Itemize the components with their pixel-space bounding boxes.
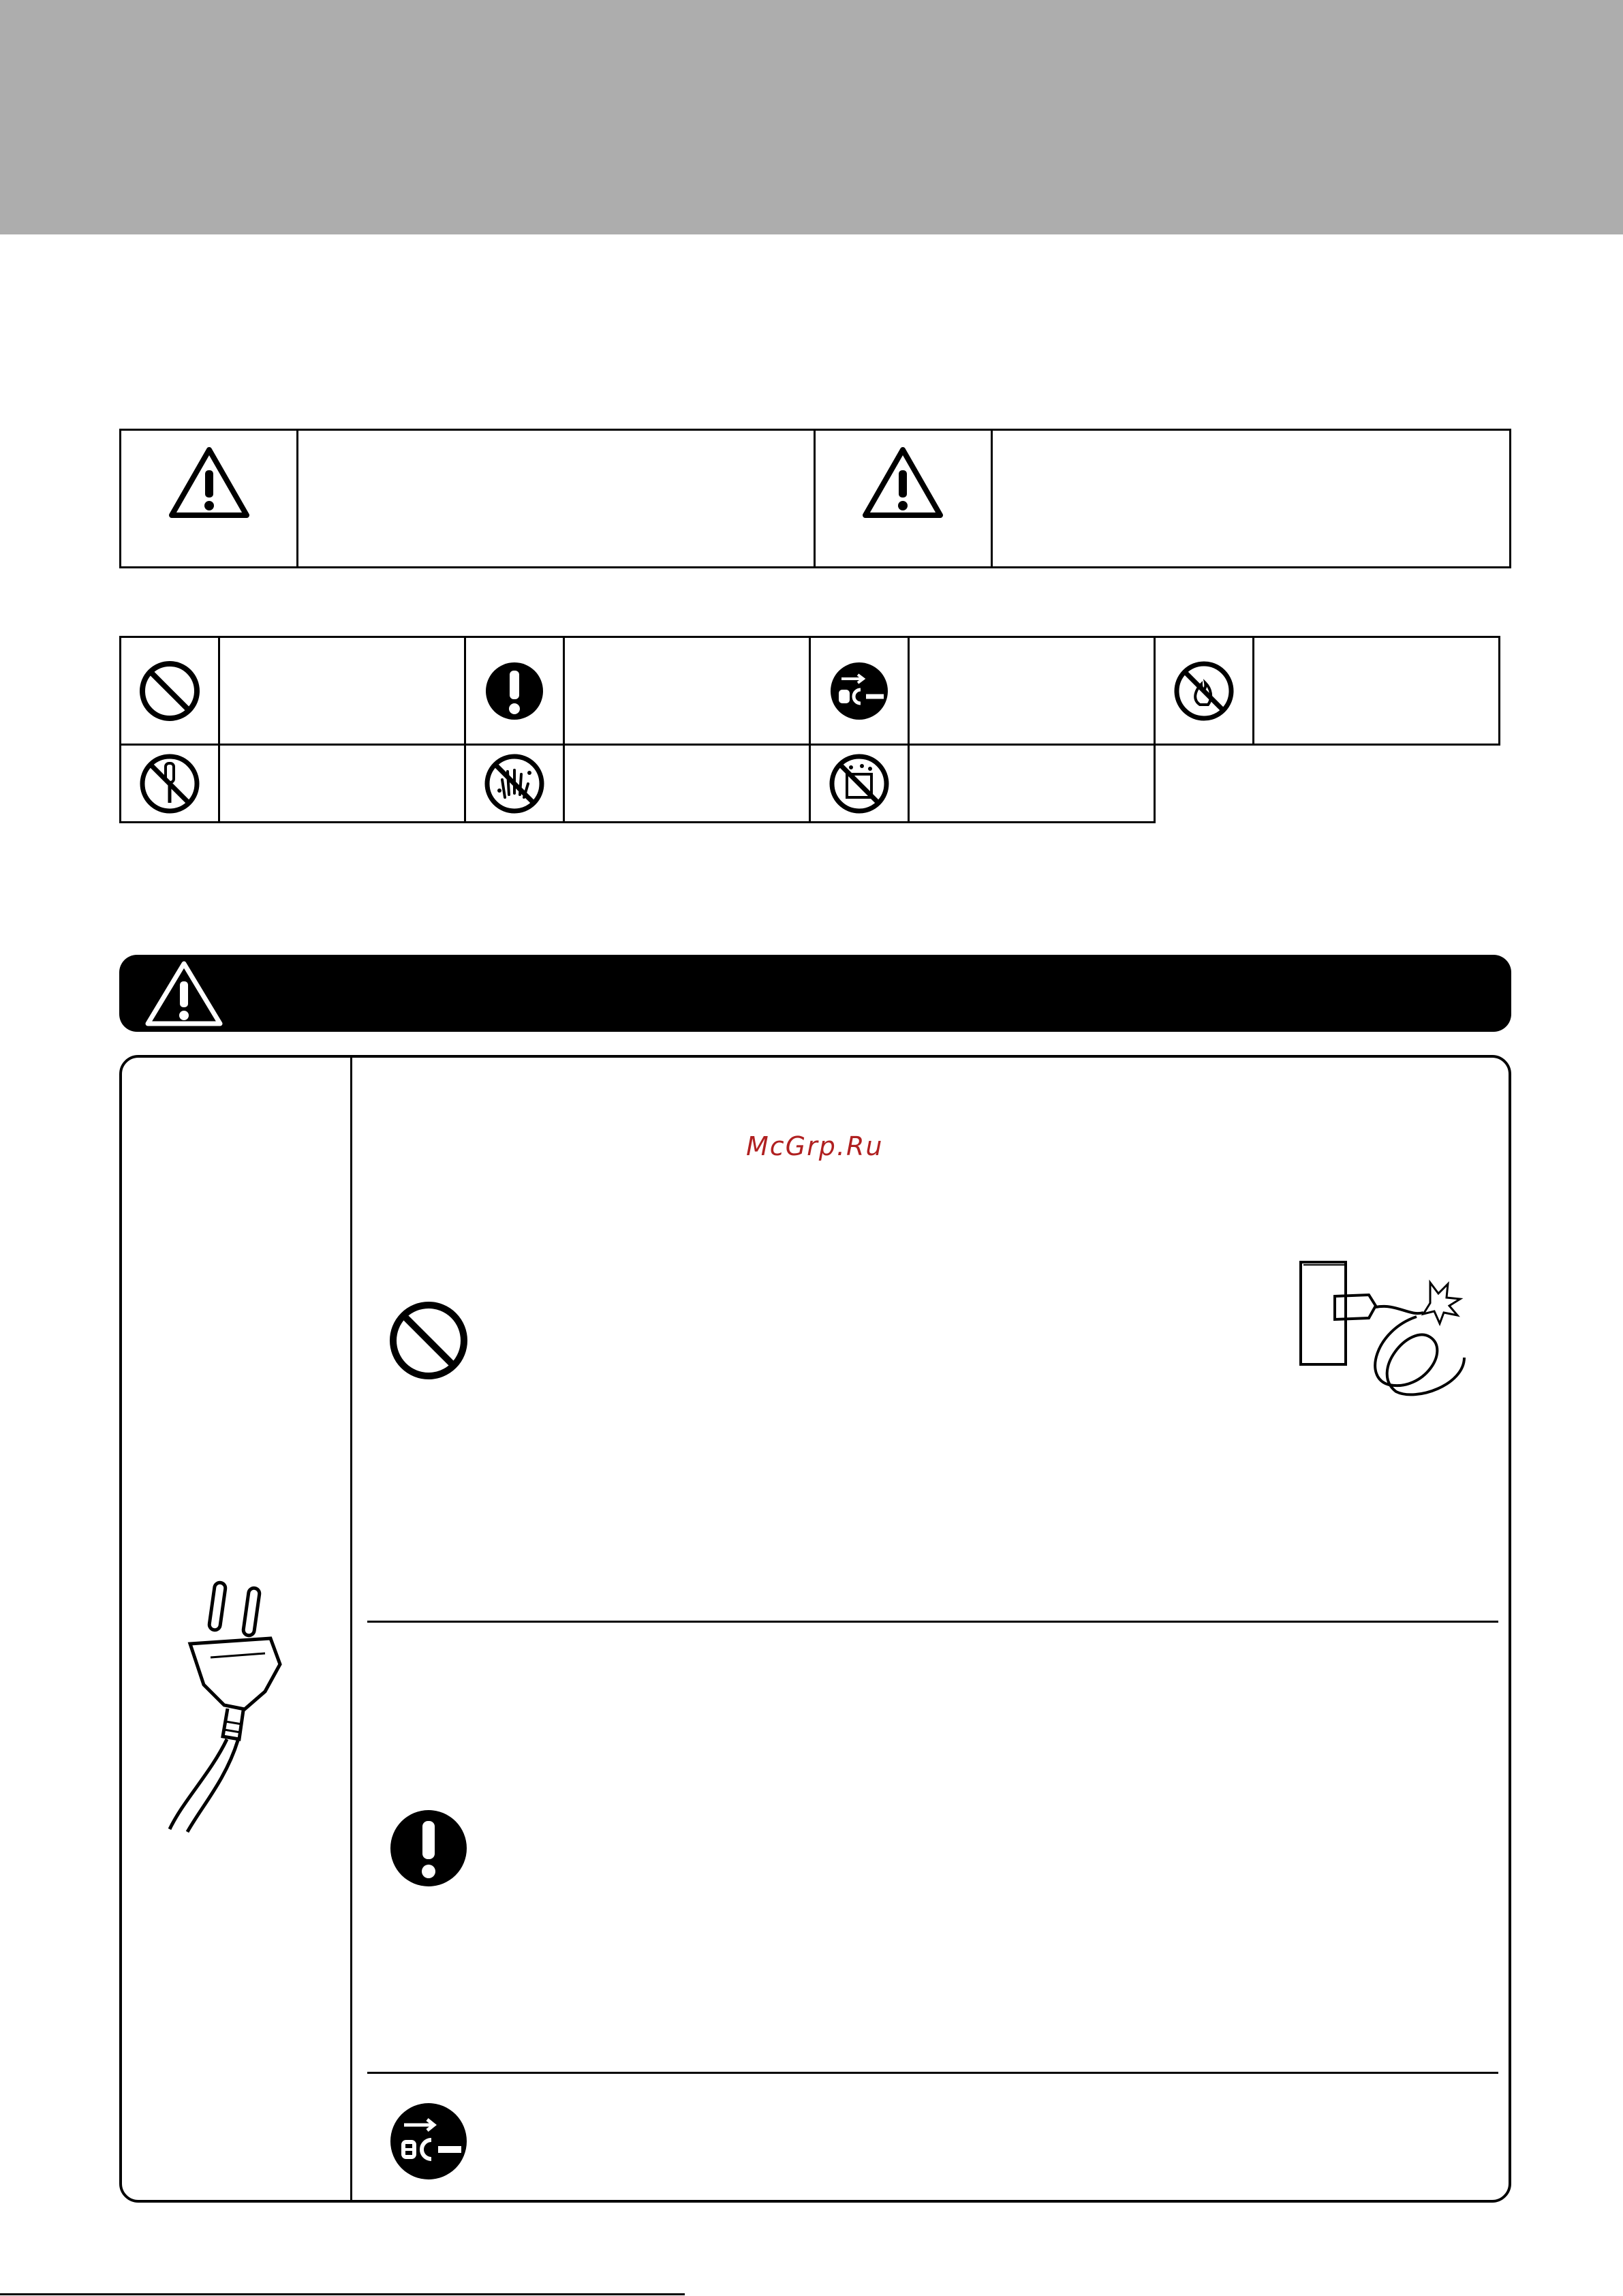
legend-symbol: [809, 744, 910, 823]
legend-symbol: [464, 636, 565, 746]
unplug-icon: [388, 2100, 469, 2182]
damaged-cord-illustration: [1294, 1255, 1478, 1405]
legend-text: [908, 744, 1156, 823]
header-band: [0, 0, 1623, 234]
warning-triangle-icon: [144, 960, 224, 1028]
caution-icon-cell: [816, 431, 993, 566]
footer-rule: [0, 2293, 685, 2295]
unplug-icon: [828, 660, 891, 722]
power-plug-section: [119, 1055, 1511, 2203]
prohibited-icon: [388, 1300, 469, 1381]
caution-definition-text: [993, 431, 1509, 566]
section-divider: [367, 2072, 1498, 2074]
watermark: McGrp.Ru: [746, 1131, 884, 1161]
power-plug-icon: [163, 1576, 299, 1835]
legend-symbol: [119, 744, 220, 823]
warning-icon-cell: [121, 431, 298, 566]
exclamation-icon: [483, 660, 546, 722]
section-divider: [367, 1621, 1498, 1623]
no-fire-icon: [1173, 660, 1235, 722]
legend-row: [119, 636, 1511, 744]
legend-text: [1252, 636, 1500, 746]
legend-symbol: [809, 636, 910, 746]
legend-text: [908, 636, 1156, 746]
legend-text: [218, 744, 466, 823]
legend-symbol: [464, 744, 565, 823]
warning-triangle-icon: [168, 446, 251, 519]
warning-triangle-icon: [861, 446, 944, 519]
exclamation-icon: [388, 1807, 469, 1889]
symbol-legend: [119, 636, 1511, 821]
warning-banner: [119, 955, 1511, 1032]
warning-definition-text: [298, 431, 815, 566]
legend-symbol: [119, 636, 220, 746]
prohibited-icon: [138, 660, 201, 722]
no-wet-hands-icon: [483, 752, 546, 815]
legend-symbol: [1154, 636, 1254, 746]
legend-text: [218, 636, 466, 746]
section-left-column: [122, 1058, 352, 2200]
legend-text: [563, 744, 811, 823]
legend-text: [563, 636, 811, 746]
hazard-definition-table: [119, 429, 1511, 568]
no-disassemble-icon: [138, 752, 201, 815]
no-water-icon: [828, 752, 891, 815]
legend-row: [119, 744, 1511, 821]
